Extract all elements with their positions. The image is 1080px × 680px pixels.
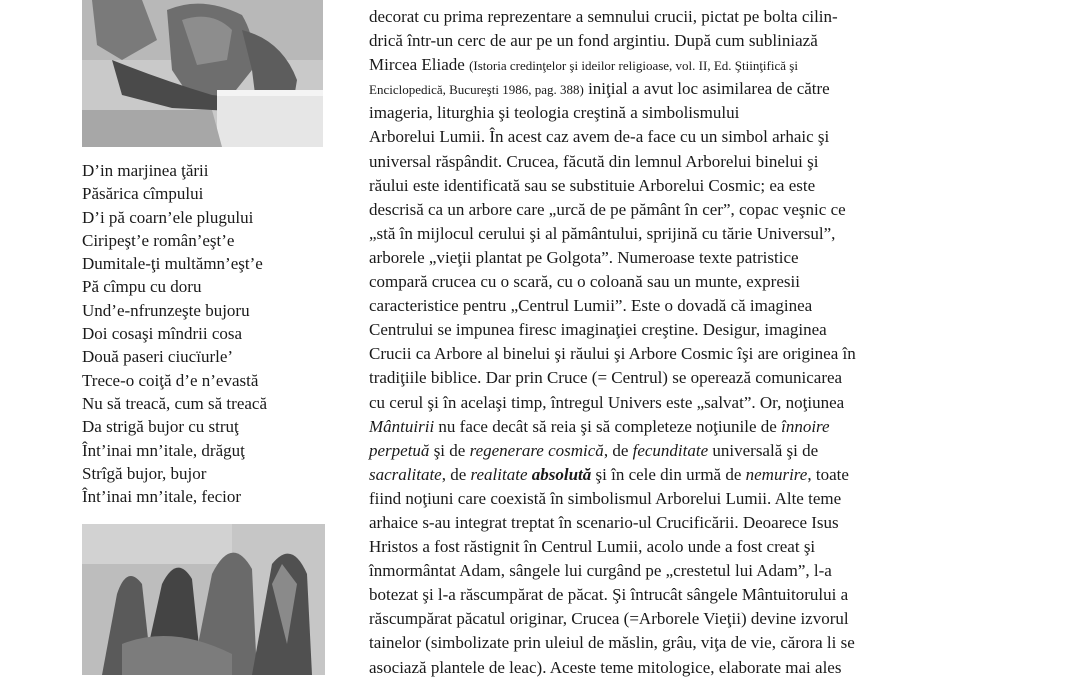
poem-line: Und’e-nfrunzeşte bujoru (82, 300, 250, 320)
text-line: Crucii ca Arbore al binelui şi răului şi Arbore Cosmic îşi are originea în (369, 344, 856, 364)
poem-line: Nu să treacă, cum să treacă (82, 393, 267, 413)
text-line: arhaice s-au integrat treptat în scenario-ul Crucificării. Deoarece Isus (369, 512, 839, 532)
poem-line: Trece-o coiţă d’e n’evastă (82, 370, 259, 390)
text-line (369, 463, 1009, 487)
text-fragment: , de (441, 464, 471, 484)
poem-line: Strîgă bujor, bujor (82, 463, 207, 483)
citation: (Istoria credinţelor şi ideilor religioase, vol. II, Ed. Ştiinţifică şi (469, 58, 798, 74)
poem-line: Da strigă bujor cu struţ (82, 417, 239, 437)
italic-term: nemurire (745, 464, 808, 484)
sculpture-photo-bottom (82, 524, 325, 675)
text-fragment: iniţial a avut loc asimilarea de către (583, 79, 830, 99)
text-line: „stă în mijlocul cerului şi al pământului, sprijină cu tărie Universul”, (369, 223, 836, 243)
poem-line: Înt’inai mn’itale, fecior (82, 487, 242, 507)
italic-term: regenerare cosmică (469, 440, 604, 460)
text-line: fiind noţiuni care coexistă în simbolismul Arborelui Lumii. Alte teme (369, 488, 842, 508)
text-line: Arborelui Lumii. În acest caz avem de-a face cu un simbol arhaic şi (369, 127, 830, 147)
text-line: asociază plantele de leac). Aceste teme mitologice, elaborate mai ales (369, 657, 842, 677)
text-line: cu cerul şi în acelaşi timp, întregul Univers este „salvat”. Or, noţiunea (369, 392, 845, 412)
text-line: răului este identificată sau se substituie Arborelui Cosmic; ea este (369, 175, 816, 195)
author-name: Mircea Eliade (369, 55, 470, 75)
poem-line: Dumitale-ţi multămn’eşt’e (82, 254, 263, 274)
bold-italic-term: absolută (531, 464, 592, 484)
text-line: tradiţiile biblice. Dar prin Cruce (= Centrul) se operează comunicarea (369, 368, 843, 388)
poem-line: Două paseri ciucïurle’ (82, 347, 234, 367)
text-line (369, 53, 1009, 77)
poem-line: Doi cosaşi mîndrii cosa (82, 324, 243, 344)
text-line: decorat cu prima reprezentare a semnului crucii, pictat pe bolta cilin- (369, 7, 838, 26)
text-fragment: universală şi de (708, 440, 819, 460)
poem-line: D’i pă coarn’ele plugului (82, 207, 254, 227)
poem-line: D’in marjinea ţării (82, 161, 209, 180)
text-line: înmormântat Adam, sângele lui curgând pe „crestetul lui Adam”, l-a (369, 561, 832, 581)
text-line: tainelor (simbolizate prin uleiul de măslin, grâu, viţa de vie, cărora li se (369, 633, 855, 653)
citation: Enciclopedică, Bucureşti 1986, pag. 388) (369, 82, 584, 98)
text-fragment: nu face decât să reia şi să completeze noţiunile de (434, 416, 782, 436)
text-line: compară crucea cu o scară, cu o coloană sau un munte, expresii (369, 272, 800, 292)
text-fragment: , de (603, 440, 633, 460)
text-line (369, 415, 1009, 439)
italic-term: înnoire (781, 416, 830, 436)
text-line: Hristos a fost răstignit în Centrul Lumii, acolo unde a fost creat şi (369, 537, 816, 557)
text-line (369, 439, 1009, 463)
text-line: botezat şi l-a răscumpărat de păcat. Şi întrucât sângele Mântuitorului a (369, 585, 849, 605)
poem-line: Pă cîmpu cu doru (82, 277, 202, 297)
poem-line: Ciripeşt’e român’eşt’e (82, 230, 235, 250)
text-line: universal răspândit. Crucea, făcută din lemnul Arborelui binelui şi (369, 151, 819, 171)
folk-poem (82, 159, 352, 508)
italic-term: fecunditate (632, 440, 709, 460)
text-line: răscumpărat păcatul originar, Crucea (=Arborele Vieţii) devine izvorul (369, 609, 849, 629)
italic-term: perpetuă (369, 440, 430, 460)
text-fragment: , toate (807, 464, 849, 484)
poem-line: Păsărica cîmpului (82, 184, 204, 204)
text-line: imageria, liturghia şi teologia creştină a simbolismului (369, 103, 740, 123)
italic-term: Mântuirii (369, 416, 435, 436)
text-line: drică într-un cerc de aur pe un fond argintiu. După cum subliniază (369, 31, 818, 51)
text-line (369, 77, 1009, 101)
italic-term: sacralitate (369, 464, 442, 484)
text-line: descrisă ca un arbore care „urcă de pe pământ în cer”, copac veşnic ce (369, 199, 846, 219)
article-text (369, 5, 1009, 680)
text-line: caracteristice pentru „Centrul Lumii”. Este o dovadă că imaginea (369, 296, 813, 316)
poem-line: Înt’inai mn’itale, drăguţ (82, 440, 245, 460)
sculpture-photo-top (82, 0, 323, 147)
italic-term: realitate (470, 464, 528, 484)
text-fragment: şi de (429, 440, 470, 460)
text-fragment: şi în cele din urmă de (591, 464, 746, 484)
text-line: arborele „vieţii plantat pe Golgota”. Numeroase texte patristice (369, 247, 799, 267)
text-line: Centrului se impunea firesc imaginaţiei creştine. Desigur, imaginea (369, 320, 827, 340)
